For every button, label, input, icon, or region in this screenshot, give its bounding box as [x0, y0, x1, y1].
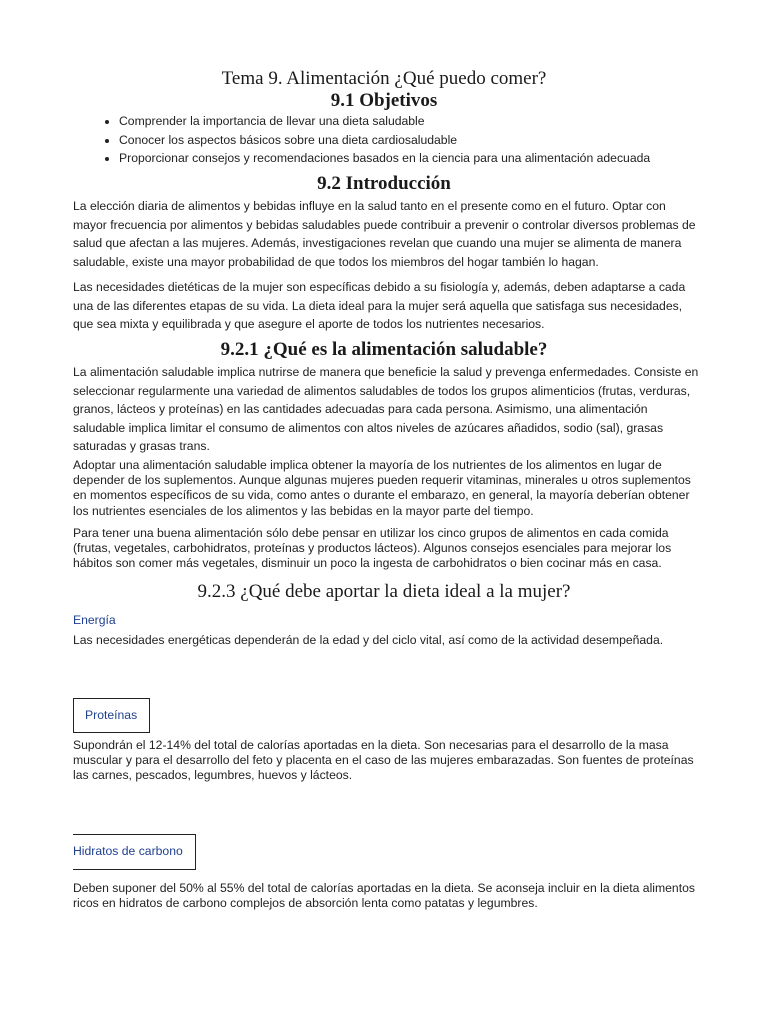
alimentacion-paragraph-3: Para tener una buena alimentación sólo debe pensar en utilizar los cinco grupos de alimentos en cada comida (frutas, vegetales, carbohidratos, proteínas y productos lácteos). Algunos consejos esenciales para mejorar los hábitos son comer más vegetales, disminuir un poco la ingesta de carbohidratos o bien cocinar más en casa. [73, 526, 672, 571]
hidratos-label-box: Hidratos de carbono [73, 834, 196, 870]
dieta-heading: 9.2.3 ¿Qué debe aportar la dieta ideal a la mujer? [197, 581, 571, 602]
proteinas-label-box: Proteínas [73, 698, 150, 733]
alimentacion-paragraph-2: Adoptar una alimentación saludable implica obtener la mayoría de los nutrientes de los alimentos en lugar de depender de los suplementos. Aunque algunas mujeres pueden requerir vitaminas, minerales u otros suplementos en momentos específicos de su vida, como antes o durante el embarazo, en general, la mayoría deberían obtener los nutrientes esenciales de los alimentos y las bebidas en la mayor parte del tiempo. [73, 458, 691, 518]
page-title: Tema 9. Alimentación ¿Qué puedo comer? [221, 68, 547, 89]
list-item: • Comprender la importancia de llevar una dieta saludable [119, 112, 759, 131]
energia-paragraph: Las necesidades energéticas dependerán de la edad y del ciclo vital, así como de la actividad desempeñada. [73, 633, 664, 647]
introduccion-heading: 9.2 Introducción [317, 173, 451, 194]
list-item: • Conocer los aspectos básicos sobre una dieta cardiosaludable [119, 131, 759, 150]
alimentacion-heading: 9.2.1 ¿Qué es la alimentación saludable? [220, 339, 548, 360]
proteinas-paragraph: Supondrán el 12-14% del total de calorías aportadas en la dieta. Son necesarias para el desarrollo de la masa muscular y para el desarrollo del feto y placenta en el caso de las mujeres embarazadas. Son fuentes de proteínas las carnes, pescados, legumbres, huevos y lácteos. [73, 738, 694, 783]
objetivos-heading: 9.1 Objetivos [330, 90, 438, 111]
hidratos-paragraph: Deben suponer del 50% al 55% del total de calorías aportadas en la dieta. Se aconseja incluir en la dieta alimentos ricos en hidratos de carbono complejos de absorción lenta como patatas y legumbres. [73, 881, 695, 911]
objetivos-list [73, 112, 759, 168]
alimentacion-paragraph-1: La alimentación saludable implica nutrirse de manera que beneficie la salud y prevenga enfermedades. Consiste en seleccionar regularmente una variedad de alimentos saludables de todos los grupos alimenticios (frutas, verduras, granos, lácteos y proteínas) en las cantidades adecuadas para cada persona. Asimismo, una alimentación saludable implica limitar el consumo de alimentos con altos niveles de azúcares añadidos, sodio (sal), grasas saturadas y grasas trans. [73, 365, 699, 453]
list-item: • Proporcionar consejos y recomendaciones basados en la ciencia para una alimentación adecuada [119, 149, 759, 168]
introduccion-paragraph-2: Las necesidades dietéticas de la mujer son específicas debido a su fisiología y, además, deben adaptarse a cada una de las diferentes etapas de su vida. La dieta ideal para la mujer será aquella que satisfaga sus necesidades, que sea mixta y equilibrada y que asegure el aporte de todos los nutrientes necesarios. [73, 280, 686, 331]
energia-label: Energía [73, 613, 116, 627]
introduccion-paragraph-1: La elección diaria de alimentos y bebidas influye en la salud tanto en el presente como en el futuro. Optar con mayor frecuencia por alimentos y bebidas saludables puede contribuir a prevenir o controlar diversos problemas de salud que afectan a las mujeres. Además, investigaciones revelan que cuando una mujer se alimenta de manera saludable, existe una mayor probabilidad de que todos los miembros del hogar también lo hagan. [73, 199, 696, 269]
